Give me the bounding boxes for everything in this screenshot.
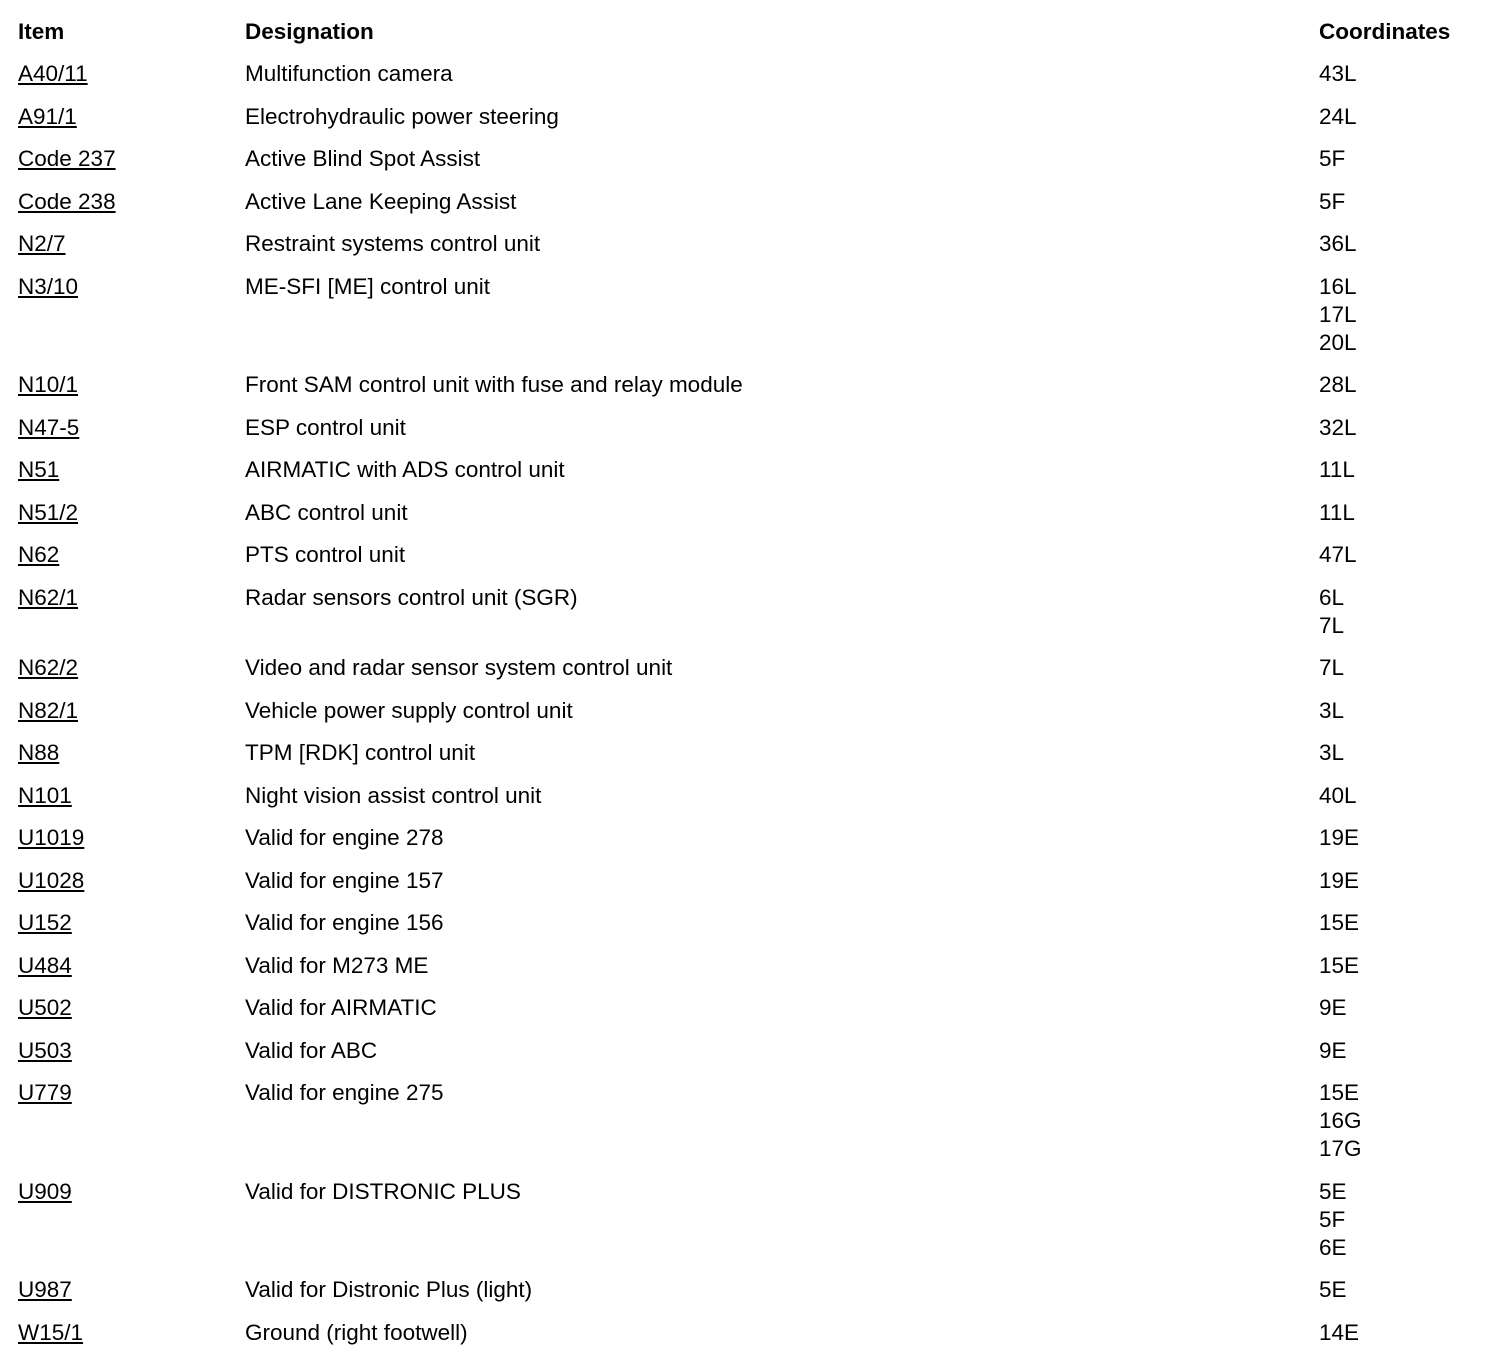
designation-cell: Valid for M273 ME: [245, 952, 429, 978]
item-link[interactable]: N82/1: [18, 697, 79, 723]
item-link[interactable]: U152: [18, 910, 72, 935]
coordinate-value: 20L: [1319, 329, 1357, 355]
designation-cell: Video and radar sensor system control unit: [245, 655, 673, 680]
item-link[interactable]: U987: [18, 1277, 72, 1302]
designation-cell: Ground (right footwell): [245, 1319, 468, 1345]
table-row: [18, 739, 1479, 782]
designation-cell: Vehicle power supply control unit: [245, 697, 573, 723]
coordinate-value: 47L: [1319, 542, 1357, 567]
coordinate-value: 19E: [1319, 825, 1360, 850]
coordinates-cell: [1319, 1037, 1479, 1080]
item-link[interactable]: N62/2: [18, 655, 79, 680]
coordinates-cell: [1319, 867, 1479, 910]
coordinate-value: 6E: [1319, 1234, 1347, 1260]
item-cell: [18, 909, 245, 952]
coordinates-cell: [1319, 1079, 1479, 1178]
item-link[interactable]: N47-5: [18, 414, 80, 440]
coordinate-value: 3L: [1319, 740, 1345, 765]
table-row: [18, 188, 1479, 231]
coordinates-cell: [1319, 541, 1479, 584]
coordinates-cell: [1319, 909, 1479, 952]
item-link[interactable]: N62/1: [18, 584, 79, 610]
table-row: [18, 145, 1479, 188]
item-cell: [18, 739, 245, 782]
coordinate-value: 6L: [1319, 584, 1345, 610]
designation-cell: TPM [RDK] control unit: [245, 740, 476, 765]
designation-cell: Radar sensors control unit (SGR): [245, 584, 578, 610]
coordinates-cell: [1319, 145, 1479, 188]
item-cell: [18, 499, 245, 542]
coordinate-value: 5F: [1319, 188, 1346, 214]
designation-cell: AIRMATIC with ADS control unit: [245, 457, 565, 482]
item-link[interactable]: U484: [18, 952, 72, 978]
item-link[interactable]: Code 238: [18, 188, 116, 214]
coordinates-cell: [1319, 103, 1479, 146]
table-row: [18, 994, 1479, 1037]
coordinates-cell: [1319, 230, 1479, 273]
item-cell: [18, 697, 245, 740]
coordinate-value: 11L: [1319, 499, 1355, 525]
table-row: [18, 584, 1479, 655]
item-link[interactable]: A91/1: [18, 103, 77, 129]
designation-cell: Night vision assist control unit: [245, 782, 542, 808]
coordinate-value: 9E: [1319, 995, 1347, 1020]
coordinate-value: 9E: [1319, 1037, 1347, 1063]
item-cell: [18, 456, 245, 499]
designation-cell: Front SAM control unit with fuse and relay module: [245, 372, 743, 397]
coordinates-cell: [1319, 584, 1479, 655]
item-cell: [18, 952, 245, 995]
coordinates-cell: [1319, 499, 1479, 542]
table-row: [18, 782, 1479, 825]
coordinate-value: 3L: [1319, 697, 1345, 723]
item-link[interactable]: U1028: [18, 867, 85, 893]
table-row: [18, 1276, 1479, 1319]
item-link[interactable]: U503: [18, 1037, 72, 1063]
header-coordinates: Coordinates: [1319, 19, 1451, 44]
table-row: [18, 1079, 1479, 1178]
item-cell: [18, 60, 245, 103]
coordinates-cell: [1319, 1319, 1479, 1362]
table-row: [18, 952, 1479, 995]
table-row: [18, 541, 1479, 584]
table-row: [18, 499, 1479, 542]
item-cell: [18, 541, 245, 584]
designation-cell: Valid for engine 157: [245, 867, 444, 893]
table-row: [18, 456, 1479, 499]
coordinates-cell: [1319, 697, 1479, 740]
coordinate-value: 5F: [1319, 146, 1346, 171]
item-link[interactable]: U502: [18, 995, 72, 1020]
table-row: [18, 230, 1479, 273]
item-cell: [18, 1178, 245, 1277]
table-row: [18, 1178, 1479, 1277]
coordinate-value: 15E: [1319, 910, 1360, 935]
designation-cell: Active Lane Keeping Assist: [245, 188, 517, 214]
legend-table: [18, 16, 1479, 1361]
coordinate-value: 14E: [1319, 1319, 1360, 1345]
coordinate-value: 5F: [1319, 1206, 1346, 1232]
designation-cell: Valid for engine 275: [245, 1080, 444, 1105]
coordinates-cell: [1319, 414, 1479, 457]
coordinates-cell: [1319, 60, 1479, 103]
coordinate-value: 15E: [1319, 952, 1360, 978]
item-link[interactable]: Code 237: [18, 146, 116, 171]
designation-cell: Valid for engine 278: [245, 825, 444, 850]
coordinates-cell: [1319, 739, 1479, 782]
item-cell: [18, 1319, 245, 1362]
coordinates-cell: [1319, 994, 1479, 1037]
table-row: [18, 867, 1479, 910]
designation-cell: ESP control unit: [245, 414, 406, 440]
coordinates-cell: [1319, 952, 1479, 995]
coordinates-cell: [1319, 371, 1479, 414]
coordinate-value: 7L: [1319, 655, 1345, 680]
designation-cell: Electrohydraulic power steering: [245, 103, 559, 129]
designation-cell: Valid for AIRMATIC: [245, 995, 437, 1020]
designation-cell: Valid for Distronic Plus (light): [245, 1277, 533, 1302]
coordinate-value: 5E: [1319, 1277, 1347, 1302]
coordinates-cell: [1319, 1276, 1479, 1319]
designation-cell: Valid for DISTRONIC PLUS: [245, 1178, 521, 1204]
coordinate-value: 16G: [1319, 1108, 1362, 1133]
item-link[interactable]: N101: [18, 782, 72, 808]
item-cell: [18, 1037, 245, 1080]
table-row: [18, 103, 1479, 146]
item-cell: [18, 824, 245, 867]
item-link[interactable]: N2/7: [18, 231, 66, 256]
coordinate-value: 17L: [1319, 301, 1357, 327]
item-cell: [18, 1276, 245, 1319]
item-cell: [18, 230, 245, 273]
legend-body: [18, 60, 1479, 1361]
header-designation: Designation: [245, 19, 374, 44]
coordinate-value: 19E: [1319, 867, 1360, 893]
coordinate-value: 11L: [1319, 457, 1355, 482]
item-link[interactable]: U779: [18, 1080, 72, 1105]
table-row: [18, 273, 1479, 372]
coordinate-value: 40L: [1319, 782, 1357, 808]
item-link[interactable]: W15/1: [18, 1319, 84, 1345]
item-link[interactable]: N3/10: [18, 273, 79, 299]
coordinates-cell: [1319, 824, 1479, 867]
item-cell: [18, 145, 245, 188]
table-row: [18, 1319, 1479, 1362]
coordinate-value: 16L: [1319, 273, 1357, 299]
coordinates-cell: [1319, 654, 1479, 697]
table-row: [18, 824, 1479, 867]
designation-cell: ME-SFI [ME] control unit: [245, 273, 491, 299]
table-row: [18, 60, 1479, 103]
item-link[interactable]: N10/1: [18, 372, 79, 397]
coordinate-value: 28L: [1319, 372, 1357, 397]
designation-cell: Valid for ABC: [245, 1037, 378, 1063]
table-row: [18, 371, 1479, 414]
item-link[interactable]: N51: [18, 457, 60, 482]
item-cell: [18, 273, 245, 372]
item-cell: [18, 654, 245, 697]
table-row: [18, 697, 1479, 740]
coordinate-value: 17G: [1319, 1136, 1362, 1161]
item-link[interactable]: U1019: [18, 825, 85, 850]
coordinate-value: 43L: [1319, 61, 1357, 86]
table-row: [18, 414, 1479, 457]
table-row: [18, 654, 1479, 697]
coordinate-value: 7L: [1319, 612, 1345, 638]
coordinates-cell: [1319, 782, 1479, 825]
item-link[interactable]: N51/2: [18, 499, 79, 525]
item-cell: [18, 584, 245, 655]
coordinate-value: 15E: [1319, 1080, 1360, 1105]
coordinate-value: 24L: [1319, 103, 1357, 129]
table-row: [18, 909, 1479, 952]
designation-cell: Restraint systems control unit: [245, 231, 541, 256]
item-cell: [18, 371, 245, 414]
designation-cell: ABC control unit: [245, 499, 408, 525]
item-cell: [18, 994, 245, 1037]
header-item: Item: [18, 19, 65, 44]
coordinate-value: 5E: [1319, 1178, 1347, 1204]
coordinates-cell: [1319, 456, 1479, 499]
item-cell: [18, 414, 245, 457]
item-link[interactable]: N62: [18, 542, 60, 567]
item-cell: [18, 1079, 245, 1178]
item-link[interactable]: N88: [18, 740, 60, 765]
item-cell: [18, 103, 245, 146]
designation-cell: Valid for engine 156: [245, 910, 444, 935]
coordinates-cell: [1319, 273, 1479, 372]
coordinates-cell: [1319, 188, 1479, 231]
table-row: [18, 1037, 1479, 1080]
item-cell: [18, 867, 245, 910]
designation-cell: Multifunction camera: [245, 61, 453, 86]
designation-cell: Active Blind Spot Assist: [245, 146, 481, 171]
header-row: [18, 16, 1479, 60]
coordinate-value: 32L: [1319, 414, 1357, 440]
item-cell: [18, 782, 245, 825]
designation-cell: PTS control unit: [245, 542, 406, 567]
item-link[interactable]: A40/11: [18, 61, 88, 86]
item-link[interactable]: U909: [18, 1178, 72, 1204]
coordinates-cell: [1319, 1178, 1479, 1277]
coordinate-value: 36L: [1319, 231, 1357, 256]
item-cell: [18, 188, 245, 231]
